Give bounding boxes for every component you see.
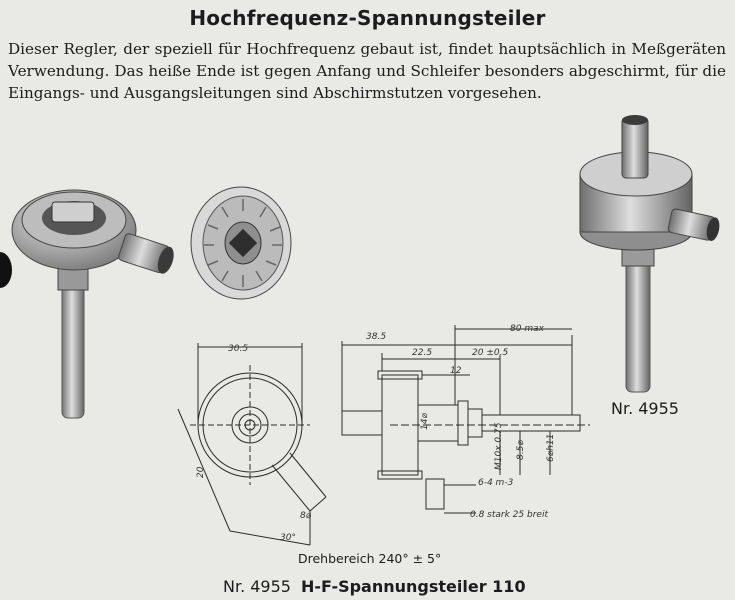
dim-6-dia: 6⌀h11 [546, 433, 556, 462]
photo-potentiometer-4955 [574, 112, 724, 397]
dim-30-5: 30.5 [228, 344, 249, 354]
dim-20-angled: 20 [196, 466, 206, 478]
dim-80-max: 80 max [510, 324, 544, 334]
photo-potentiometer-open [186, 183, 296, 303]
dim-14-dia: 14⌀ [420, 413, 430, 430]
dim-8-5-dia: 8.5⌀ [516, 440, 526, 460]
product-number-label: Nr. 4955 [611, 399, 679, 418]
dim-22-5: 22.5 [412, 348, 433, 358]
dim-8-dia: 8⌀ [300, 511, 312, 521]
caption-name: H-F-Spannungsteiler 110 [300, 577, 526, 596]
photo-potentiometer-front [10, 178, 175, 423]
page-title: Hochfrequenz-Spannungsteiler [189, 6, 546, 30]
dim-m10: M10x 0.75 [494, 422, 504, 470]
dim-38-5: 38.5 [366, 332, 387, 342]
intro-paragraph: Dieser Regler, der speziell für Hochfrequenz gebaut ist, findet hauptsächlich in Meßgeräten Verwendung. Das heiße Ende ist gegen Anfang und Schleifer besonders abgeschirmt, für die Eingangs- und Ausgangsleitungen sind Abschirmstutzen vorgesehen. [8, 40, 726, 102]
dim-12: 12 [450, 366, 462, 376]
dim-strip: 0.8 stark 25 breit [470, 510, 548, 520]
dim-30-deg: 30° [280, 533, 296, 543]
dim-6-4: 6-4 m-3 [478, 478, 514, 488]
rotation-range: Drehbereich 240° ± 5° [298, 551, 442, 566]
product-caption [223, 577, 526, 596]
caption-number: Nr. 4955 [223, 577, 291, 596]
dim-20: 20 ±0.5 [472, 348, 509, 358]
